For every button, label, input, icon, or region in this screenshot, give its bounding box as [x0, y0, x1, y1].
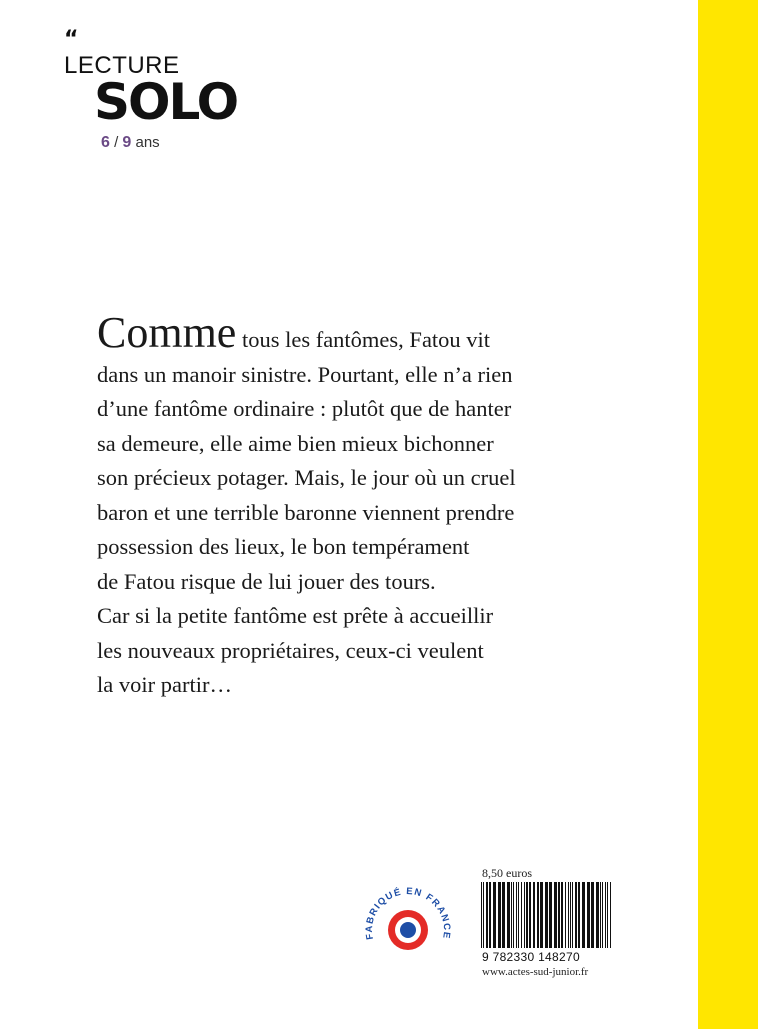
- barcode-bar: [526, 882, 528, 948]
- barcode-bar: [493, 882, 496, 948]
- barcode-bar: [582, 882, 585, 948]
- blurb-line: les nouveaux propriétaires, ceux-ci veulent: [97, 637, 484, 663]
- barcode-bar: [570, 882, 571, 948]
- publisher-website: www.actes-sud-junior.fr: [482, 966, 589, 978]
- barcode-bar: [568, 882, 569, 948]
- barcode-bar: [502, 882, 505, 948]
- barcode-bar: [486, 882, 488, 948]
- barcode-bar: [518, 882, 519, 948]
- roundel-blue-center: [400, 922, 416, 938]
- barcode-bar: [481, 882, 482, 948]
- barcode-bar: [537, 882, 539, 948]
- back-cover-blurb: [97, 308, 697, 703]
- blurb-line: son précieux potager. Mais, le jour où un cruel: [97, 465, 516, 490]
- blurb-lead-word: Comme: [97, 308, 237, 357]
- series-label-solo: SOLO: [94, 73, 238, 131]
- barcode-bar: [600, 882, 601, 948]
- barcode-bar: [591, 882, 594, 948]
- barcode-bar: [596, 882, 599, 948]
- barcode-bar: [587, 882, 590, 948]
- series-label-lecture: LECTURE: [64, 52, 180, 79]
- barcode-bar: [521, 882, 522, 948]
- series-logo: [64, 27, 238, 152]
- barcode-bar: [489, 882, 491, 948]
- blurb-line: dans un manoir sinistre. Pourtant, elle n’a rien: [97, 361, 513, 387]
- barcode-bar: [545, 882, 548, 948]
- blurb-line: Car si la petite fantôme est prête à accueillir: [97, 603, 494, 628]
- blurb-line: baron et une terrible baronne viennent prendre: [97, 499, 515, 525]
- barcode-bar: [513, 882, 514, 948]
- age-min: 6: [101, 134, 110, 151]
- barcode-bar: [516, 882, 517, 948]
- isbn-barcode: [479, 882, 616, 948]
- barcode-bar: [533, 882, 535, 948]
- price: 8,50 euros: [482, 866, 532, 880]
- barcode-bar: [610, 882, 611, 948]
- blurb-line: la voir partir…: [97, 672, 232, 697]
- blurb-line: d’une fantôme ordinaire : plutôt que de hanter: [97, 396, 512, 421]
- barcode-bar: [507, 882, 510, 948]
- barcode-bar: [561, 882, 563, 948]
- blurb-line: sa demeure, elle aime bien mieux bichonner: [97, 430, 494, 456]
- barcode-bar: [572, 882, 573, 948]
- made-in-france-badge: [358, 880, 458, 980]
- yellow-spine-band: [698, 0, 758, 1029]
- barcode-bar: [524, 882, 525, 948]
- age-separator: /: [109, 134, 123, 151]
- badge-text: FABRIQUÉ EN FRANCE: [363, 886, 453, 941]
- barcode-bar: [554, 882, 557, 948]
- blurb-line: possession des lieux, le bon tempérament: [97, 534, 470, 559]
- age-unit: ans: [131, 134, 160, 151]
- barcode-bar: [607, 882, 608, 948]
- barcode-bar: [602, 882, 603, 948]
- barcode-bar: [578, 882, 580, 948]
- isbn-digits: 9 782330 148270: [482, 950, 580, 964]
- barcode-bar: [605, 882, 606, 948]
- barcode-bar: [540, 882, 543, 948]
- barcode-bar: [558, 882, 560, 948]
- barcode-bar: [549, 882, 552, 948]
- barcode-bar: [575, 882, 577, 948]
- age-range: [101, 134, 237, 152]
- barcode-bar: [498, 882, 501, 948]
- barcode-bar: [529, 882, 531, 948]
- quote-mark-icon: “: [64, 27, 77, 52]
- barcode-bar: [483, 882, 484, 948]
- blurb-line: Comme tous les fantômes, Fatou vit: [97, 308, 491, 357]
- barcode-bar: [511, 882, 512, 948]
- barcode-bar: [565, 882, 566, 948]
- age-max: 9: [122, 134, 132, 151]
- blurb-line: de Fatou risque de lui jouer des tours.: [97, 568, 436, 594]
